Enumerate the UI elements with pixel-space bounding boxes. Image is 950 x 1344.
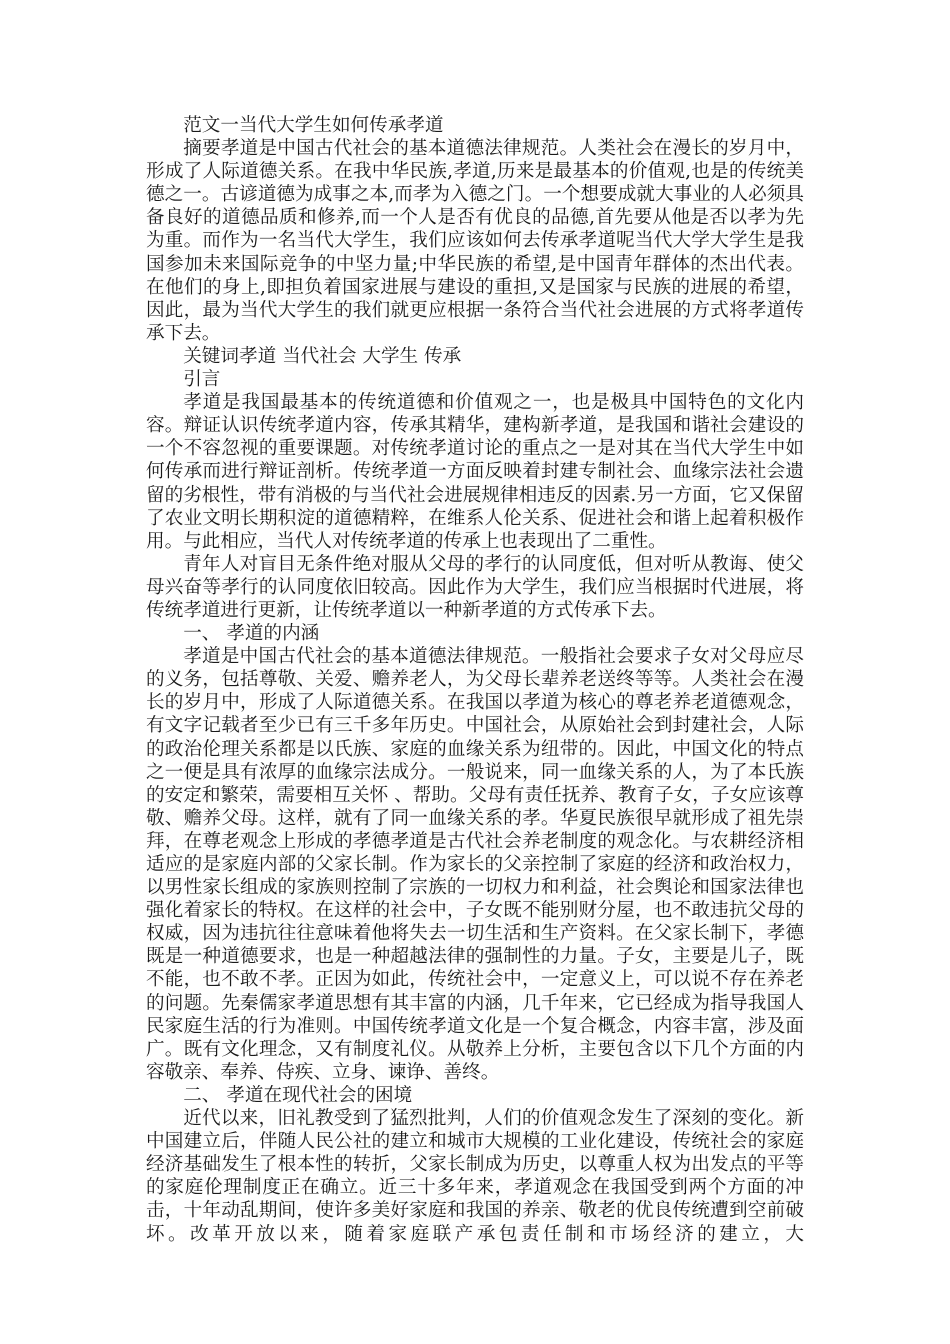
document-title: 范文一当代大学生如何传承孝道 [183, 115, 444, 136]
section-2-heading: 二、 孝道在现代社会的困境 [183, 1084, 413, 1106]
intro-paragraph-2: 青年人对盲目无条件绝对服从父母的孝行的认同度低，但对听从教诲、使父母兴奋等孝行的认同度依旧较高。因此作为大学生，我们应当根据时代进展，将传统孝道进行更新，让传统孝道以一种新孝道的方式传承下去。 [146, 553, 804, 621]
intro-paragraph-1: 孝道是我国最基本的传统道德和价值观之一，也是极具中国特色的文化内容。辩证认识传统孝道内容，传承其精华，建构新孝道，是我国和谐社会建设的一个不容忽视的重要课题。对传统孝道讨论的重点之一是对其在当代大学生中如何传承而进行辩证剖析。传统孝道一方面反映着封建专制社会、血缘宗法社会遗留的劣根性，带有消极的与当代社会进展规律相违反的因素.另一方面，它又保留了农业文明长期积淀的道德精粹，在维系人伦关系、促进社会和谐上起着积极作用。与此相应，当代人对传统孝道的传承上也表现出了二重性。 [146, 392, 804, 552]
document-body [146, 114, 804, 1246]
abstract-paragraph: 摘要孝道是中国古代社会的基本道德法律规范。人类社会在漫长的岁月中，形成了人际道德关系。在我中华民族,孝道,历来是最基本的价值观,也是的传统美德之一。古谚道德为成事之本,而孝为入德之门。一个想要成就大事业的人必须具备良好的道德品质和修养,而一个人是否有优良的品德,首先要从他是否以孝为先为重。而作为一名当代大学生，我们应该如何去传承孝道呢当代大学大学生是我国参加未来国际竞争的中坚力量;中华民族的希望,是中国青年群体的杰出代表。在他们的身上,即担负着国家进展与建设的重担,又是国家与民族的进展的希望，因此，最为当代大学生的我们就更应根据一条符合当代社会进展的方式将孝道传承下去。 [146, 138, 804, 344]
keywords-line: 关键词孝道 当代社会 大学生 传承 [183, 345, 462, 367]
section-1-heading: 一、 孝道的内涵 [183, 623, 320, 645]
section-2-paragraph: 近代以来，旧礼教受到了猛烈批判，人们的价值观念发生了深刻的变化。新中国建立后，伴随人民公社的建立和城市大规模的工业化建设，传统社会的家庭经济基础发生了根本性的转折，父家长制成为历史，以尊重人权为出发点的平等的家庭伦理制度正在确立。近三十多年来，孝道观念在我国受到两个方面的冲击，十年动乱期间，使许多美好家庭和我国的养亲、敬老的优良传统遭到空前破坏。改革开放以来，随着家庭联产承包责任制和市场经济的建立，大 [146, 1108, 804, 1245]
intro-heading: 引言 [183, 369, 221, 391]
section-1-paragraph: 孝道是中国古代社会的基本道德法律规范。一般指社会要求子女对父母应尽的义务，包括尊敬、关爱、赡养老人，为父母长辈养老送终等等。人类社会在漫长的岁月中，形成了人际道德关系。在我国以孝道为核心的尊老养老道德观念，有文字记载者至少已有三千多年历史。中国社会，从原始社会到封建社会，人际的政治伦理关系都是以氏族、家庭的血缘关系为纽带的。因此，中国文化的特点之一便是具有浓厚的血缘宗法成分。一般说来，同一血缘关系的人，为了本氏族的安定和繁荣，需要相互关怀 、帮助。父母有责任抚养、教育子女，子女应该尊敬、赡养父母。这样，就有了同一血缘关系的孝。华夏民族很早就形成了祖先崇拜，在尊老观念上形成的孝德孝道是古代社会养老制度的观念化。与农耕经济相适应的是家庭内部的父家长制。作为家长的父亲控制了家庭的经济和政治权力，以男性家长组成的家族则控制了宗族的一切权力和利益，社会舆论和国家法律也强化着家长的特权。在这样的社会中，子女既不能别财分屋，也不敢违抗父母的权威，因为违抗往往意味着他将失去一切生活和生产资料。在父家长制下，孝德既是一种道德要求，也是一种超越法律的强制性的力量。子女，主要是儿子，既不能，也不敢不孝。正因为如此，传统社会中，一定意义上，可以说不存在养老的问题。先秦儒家孝道思想有其丰富的内涵，几千年来，它已经成为指导我国人民家庭生活的行为准则。中国传统孝道文化是一个复合概念，内容丰富，涉及面广。既有文化理念，又有制度礼仪。从敬养上分析，主要包含以下几个方面的内容敬亲、奉养、侍疾、立身、谏诤、善终。 [146, 646, 804, 1083]
